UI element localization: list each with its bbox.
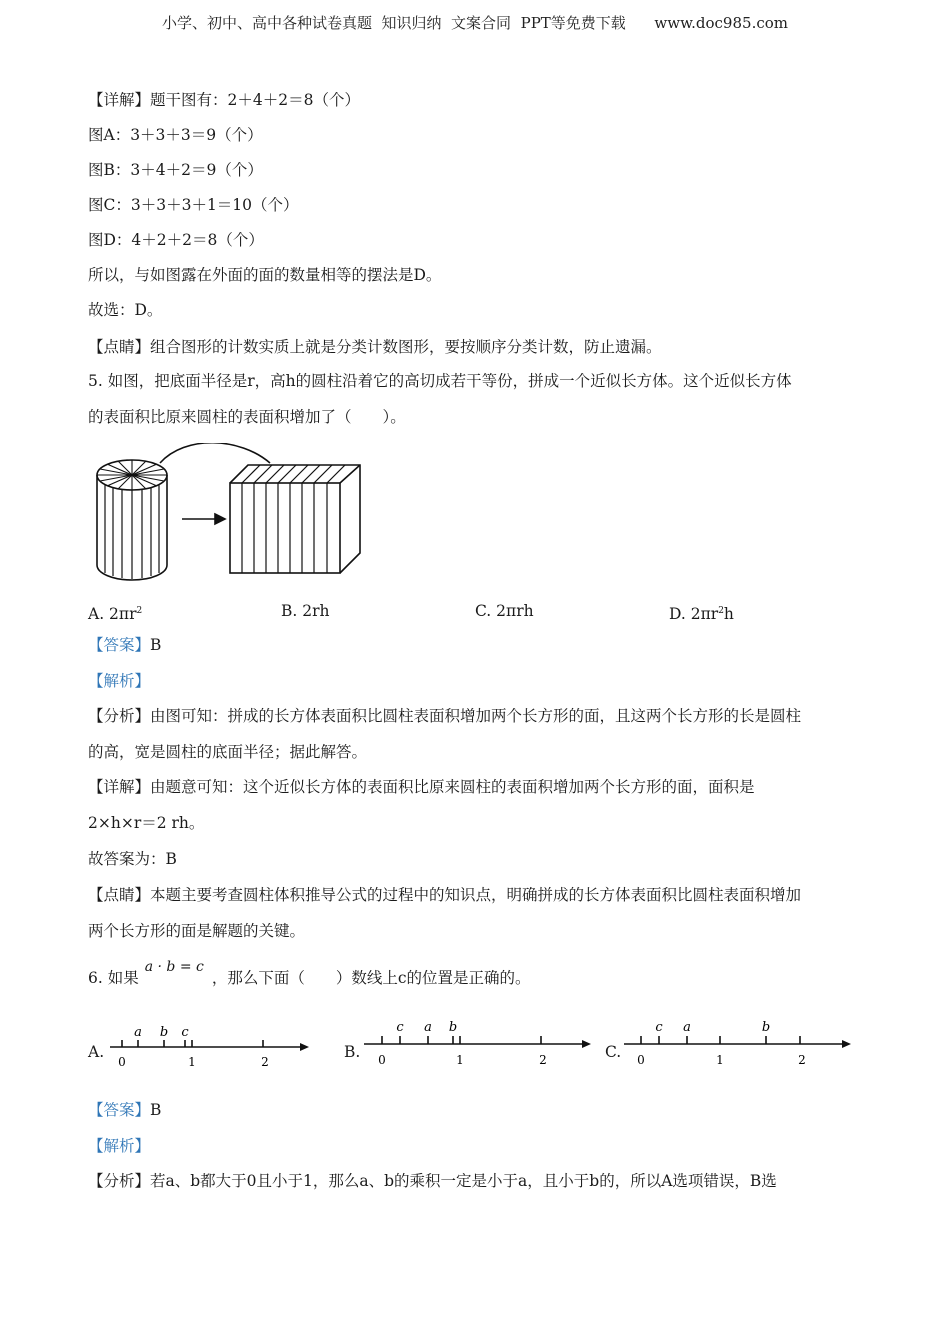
q4-conclusion: 所以，与如图露在外面的面的数量相等的摆法是D。 bbox=[88, 266, 442, 284]
q5-option-b: B. 2rh bbox=[281, 602, 330, 620]
number-line-c bbox=[622, 1014, 854, 1069]
q4-figure-c: 图C：3＋3＋3＋1＝10（个） bbox=[88, 196, 299, 214]
q6-option-c-label: C. bbox=[605, 1043, 622, 1061]
q5-xiangjie-line2: 2×h×r＝2 rh。 bbox=[88, 814, 205, 832]
nl-b-tick-1: 1 bbox=[456, 1053, 464, 1067]
q4-choose: 故选：D。 bbox=[88, 301, 163, 319]
q4-figure-a: 图A：3＋3＋3＝9（个） bbox=[88, 126, 263, 144]
q4-note: 【点睛】组合图形的计数实质上就是分类计数图形，要按顺序分类计数，防止遗漏。 bbox=[88, 338, 662, 356]
q5-analysis-label: 【解析】 bbox=[88, 672, 151, 690]
nl-a-label-a: a bbox=[134, 1025, 142, 1040]
nl-a-tick-1: 1 bbox=[188, 1055, 196, 1069]
q5-result: 故答案为：B bbox=[88, 850, 177, 868]
number-line-a bbox=[108, 1018, 313, 1073]
q5-stem-line2: 的表面积比原来圆柱的表面积增加了（ ）。 bbox=[88, 408, 406, 426]
q4-detail: 【详解】题干图有：2＋4＋2＝8（个） bbox=[88, 91, 360, 109]
nl-c-tick-1: 1 bbox=[716, 1053, 724, 1067]
nl-b-tick-0: 0 bbox=[378, 1053, 386, 1067]
q6-answer: 【答案】B bbox=[88, 1101, 162, 1119]
nl-b-label-c: c bbox=[396, 1020, 404, 1035]
q5-option-a: A. $2\pi r^2$ bbox=[88, 605, 143, 623]
q5-answer: 【答案】B bbox=[88, 636, 162, 654]
number-line-b bbox=[362, 1014, 594, 1069]
nl-c-label-b: b bbox=[761, 1020, 771, 1035]
nl-b-label-a: a bbox=[424, 1020, 432, 1035]
nl-c-tick-2: 2 bbox=[798, 1053, 806, 1067]
nl-a-tick-2: 2 bbox=[261, 1055, 269, 1069]
q5-xiangjie-line1: 【详解】由题意可知：这个近似长方体的表面积比原来圆柱的表面积增加两个长方形的面，面积是 bbox=[88, 778, 755, 796]
nl-c-label-c: c bbox=[655, 1020, 663, 1035]
nl-b-label-b: b bbox=[448, 1020, 458, 1035]
q6-stem: 6. 如果a · b = c，那么下面（ ）数线上c的位置是正确的。 bbox=[88, 959, 531, 987]
nl-a-label-c: c bbox=[181, 1025, 189, 1040]
nl-a-label-b: b bbox=[159, 1025, 169, 1040]
q6-fenxi: 【分析】若a、b都大于0且小于1，那么a、b的乘积一定是小于a，且小于b的，所以A选项错误，B选 bbox=[88, 1172, 777, 1190]
q5-stem-line1: 5. 如图，把底面半径是r，高h的圆柱沿着它的高切成若干等份，拼成一个近似长方体。这个近似长方体 bbox=[88, 372, 792, 390]
q5-note-line2: 两个长方形的面是解题的关键。 bbox=[88, 922, 306, 940]
q4-figure-d: 图D：4＋2＋2＝8（个） bbox=[88, 231, 264, 249]
q5-fenxi-line2: 的高，宽是圆柱的底面半径；据此解答。 bbox=[88, 743, 368, 761]
cylinder-to-cuboid-figure bbox=[90, 443, 370, 583]
q4-figure-b: 图B：3＋4＋2＝9（个） bbox=[88, 161, 263, 179]
q5-option-d: D. $2\pi r^2h$ bbox=[669, 605, 734, 623]
q6-option-a-label: A. bbox=[88, 1043, 105, 1061]
nl-c-label-a: a bbox=[683, 1020, 691, 1035]
q6-option-b-label: B. bbox=[344, 1043, 361, 1061]
q5-fenxi-line1: 【分析】由图可知：拼成的长方体表面积比圆柱表面积增加两个长方形的面，且这两个长方形的长是圆柱 bbox=[88, 707, 802, 725]
nl-a-tick-0: 0 bbox=[118, 1055, 126, 1069]
q6-formula: a · b = c bbox=[144, 959, 204, 975]
nl-c-tick-0: 0 bbox=[637, 1053, 645, 1067]
page-header: 小学、初中、高中各种试卷真题 知识归纳 文案合同 PPT等免费下载 www.doc985.com bbox=[161, 14, 788, 32]
nl-b-tick-2: 2 bbox=[539, 1053, 547, 1067]
q5-note-line1: 【点睛】本题主要考查圆柱体积推导公式的过程中的知识点，明确拼成的长方体表面积比圆柱表面积增加 bbox=[88, 886, 802, 904]
q6-analysis-label: 【解析】 bbox=[88, 1137, 151, 1155]
q5-option-c: C. 2πrh bbox=[475, 602, 534, 620]
